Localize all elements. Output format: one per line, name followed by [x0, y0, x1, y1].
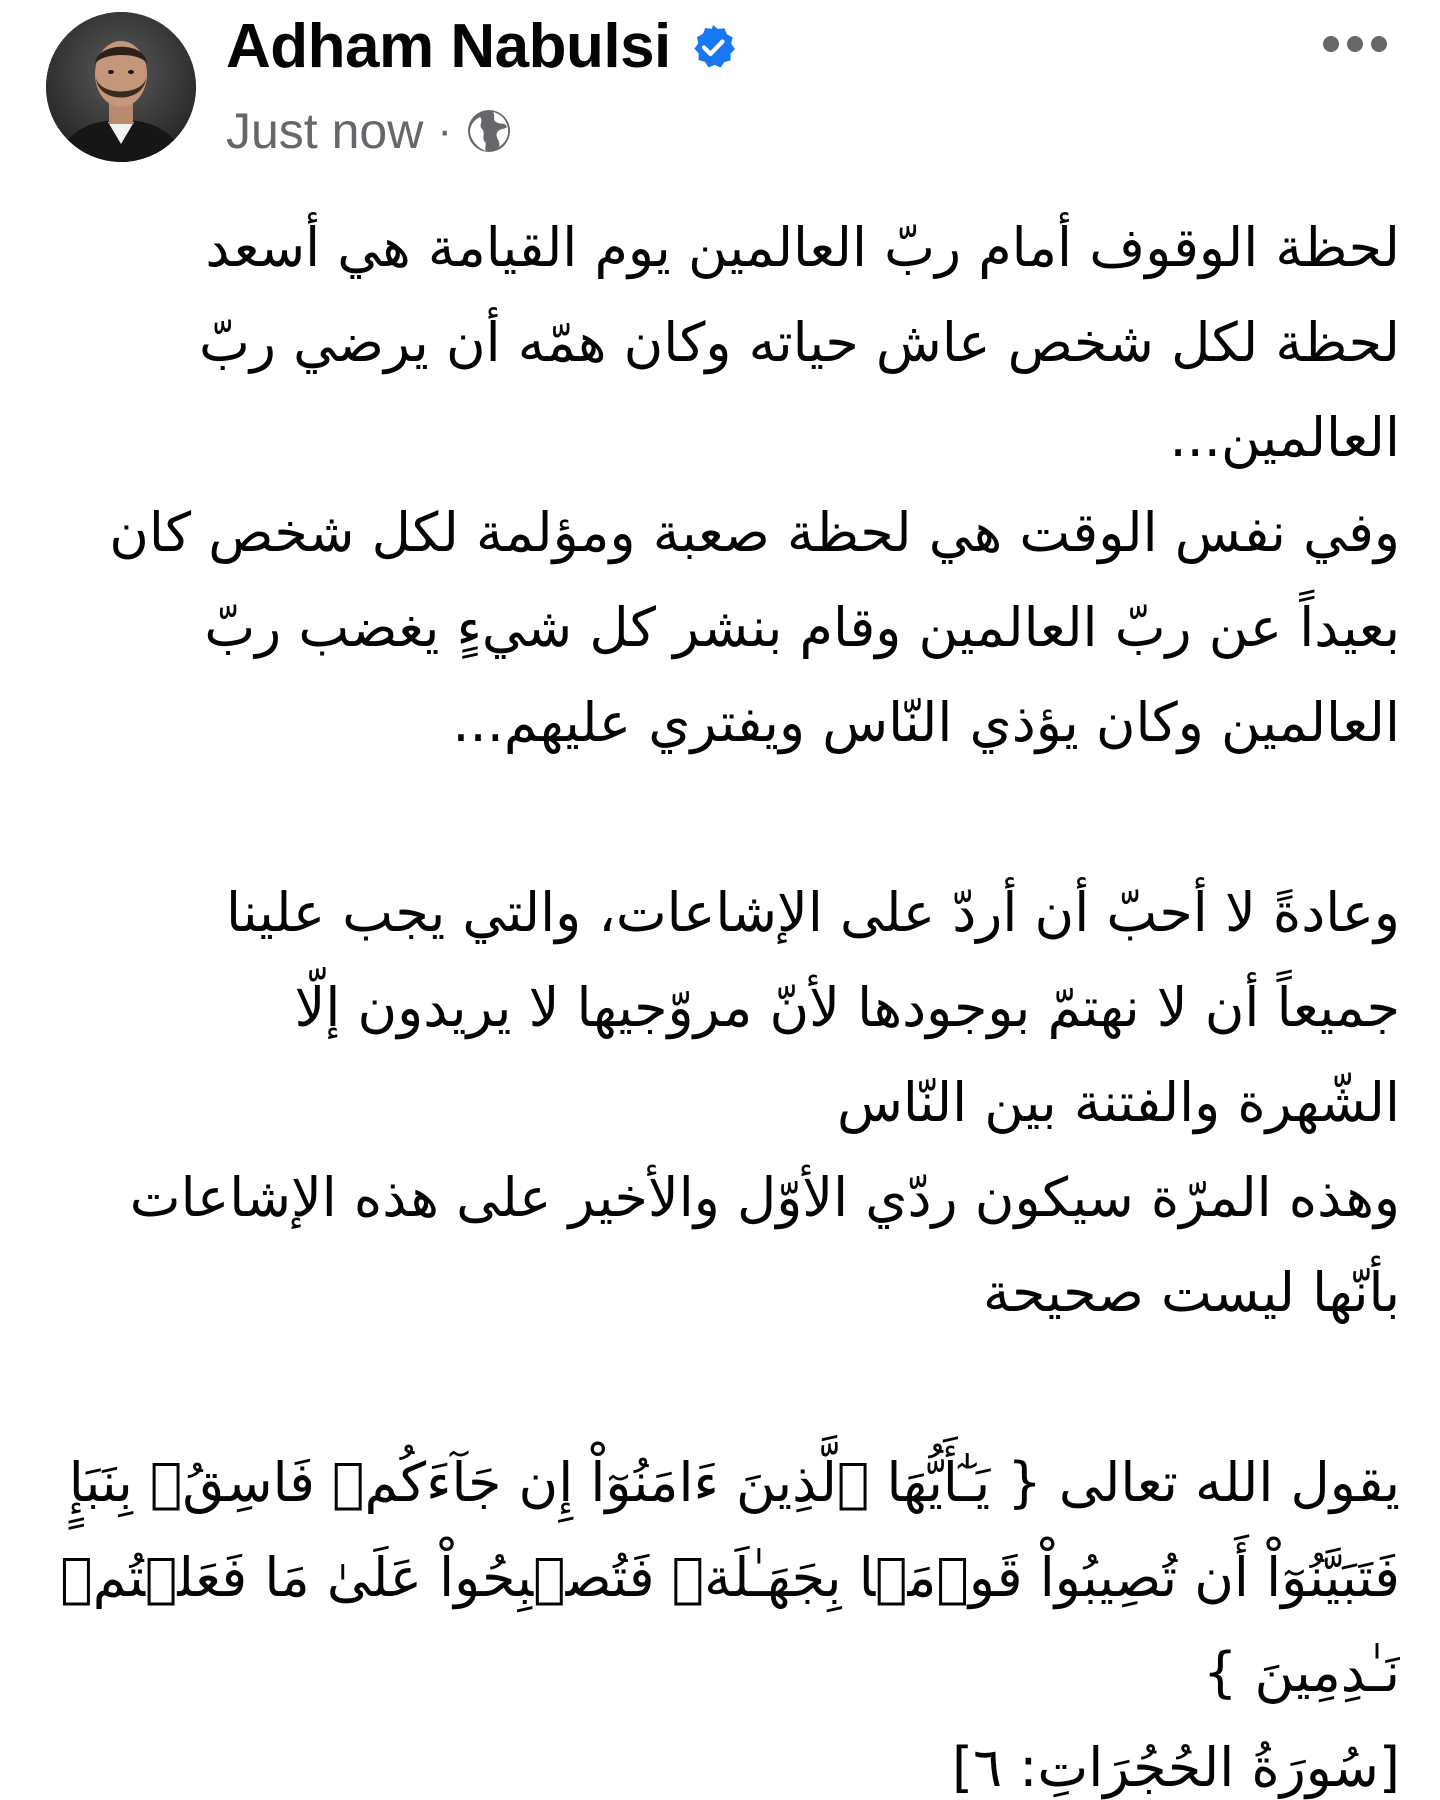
post-body [40, 200, 1400, 1800]
author-row [226, 8, 737, 86]
post-text-line: وهذه المرّة سيكون ردّي الأوّل والأخير على هذه الإشاعات [129, 1166, 1400, 1229]
post-text-line: العالمين وكان يؤذي النّاس ويفتري عليهم... [452, 691, 1400, 754]
paragraph-gap [40, 1340, 1400, 1435]
post-text-line: لحظة لكل شخص عاش حياته وكان همّه أن يرضي ربّ [199, 311, 1400, 374]
quran-verse-line: نَـٰدِمِينَ } [1202, 1641, 1400, 1704]
post-text-line: لحظة الوقوف أمام ربّ العالمين يوم القيامة هي أسعد [205, 216, 1400, 279]
quran-verse-line: فَتَبَيَّنُوٓاْ أَن تُصِيبُواْ قَوۡمَۢا بِجَهَـٰلَةٖ فَتُصۡبِحُواْ عَلَىٰ مَا فَعَلۡتُمۡ [60, 1546, 1400, 1609]
more-options-icon [1320, 33, 1390, 55]
post-meta [226, 96, 512, 166]
verse-citation: [سُورَةُ الحُجُرَاتِ: ٦] [951, 1736, 1400, 1799]
verified-badge-icon [689, 23, 737, 71]
more-options-button[interactable] [1300, 14, 1410, 74]
post-text-line: وفي نفس الوقت هي لحظة صعبة ومؤلمة لكل شخص كان [109, 501, 1400, 564]
author-name[interactable]: Adham Nabulsi [226, 12, 671, 81]
meta-separator: · [437, 106, 452, 155]
post-text-line: بعيداً عن ربّ العالمين وقام بنشر كل شيءٍ يغضب ربّ [204, 596, 1400, 659]
post-timestamp[interactable]: Just now [226, 103, 424, 159]
quran-verse-line: يقول الله تعالى { يَـٰٓأَيُّهَا ٱلَّذِينَ ءَامَنُوٓاْ إِن جَآءَكُمۡ فَاسِقُۢ بِنَبَإٍ [68, 1451, 1400, 1514]
post-text-line: العالمين... [1169, 406, 1400, 469]
author-avatar[interactable] [46, 12, 196, 162]
paragraph-gap [40, 770, 1400, 865]
globe-icon[interactable] [466, 108, 512, 154]
post-text-line: جميعاً أن لا نهتمّ بوجودها لأنّ مروّجيها لا يريدون إلّا [294, 976, 1400, 1039]
post-text-line: بأنّها ليست صحيحة [983, 1261, 1400, 1324]
avatar-image [46, 12, 196, 162]
post-text-line: الشّهرة والفتنة بين النّاس [836, 1071, 1400, 1134]
post-text-line: وعادةً لا أحبّ أن أردّ على الإشاعات، والتي يجب علينا [226, 881, 1400, 944]
